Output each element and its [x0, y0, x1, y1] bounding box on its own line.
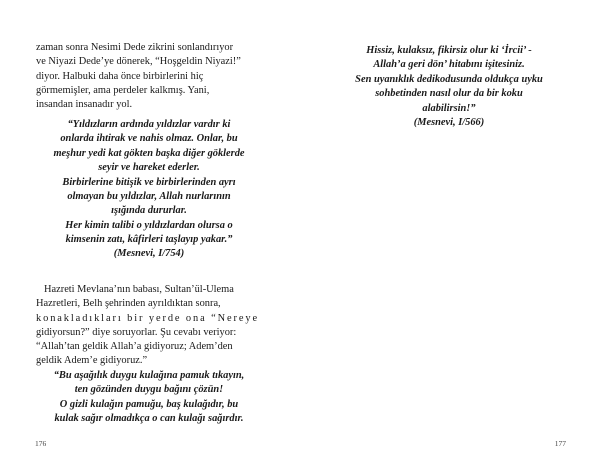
quote-line: Hissiz, kulaksız, fikirsiz olur ki ‘İrcii’ -	[366, 45, 532, 56]
quote-line: Allah’a geri dön’ hitabını işitesiniz.	[373, 59, 525, 71]
text-line: Hazretleri, Belh şehrinden ayrıldıktan sonra,	[36, 298, 221, 310]
quote-line: Sen uyanıklık dedikodusunda oldukça uyku	[355, 73, 543, 85]
quote-line: “Yıldızların ardında yıldızlar vardır ki	[67, 119, 231, 130]
quote-line: ışığında dururlar.	[111, 205, 187, 217]
text-line: geldik Adem’e gidiyoruz.”	[36, 355, 148, 367]
text-line: zaman sonra Nesimi Dede zikrini sonlandırıyor	[36, 42, 234, 53]
page-number: 177	[554, 439, 566, 448]
text-line: diyor. Halbuki daha önce birbirlerini hiç	[36, 70, 204, 82]
quote-line: alabilirsin!”	[422, 102, 476, 114]
text-line: “Allah’tan geldik Allah’a gidiyoruz; Adem’den	[36, 341, 233, 353]
paragraph-nesimi-dede	[36, 41, 262, 112]
quote-senseless	[318, 44, 580, 116]
text-line: konakladıkları bir yerde ona “Nereye	[36, 312, 260, 324]
quote-line: “Bu aşağılık duygu kulağına pamuk tıkayın,	[53, 370, 245, 381]
quote-line: meşhur yedi kat gökten başka diğer göklerde	[53, 147, 245, 159]
quote-stars	[30, 118, 268, 248]
quote-line: olmayan bu yıldızlar, Allah nurlarının	[67, 191, 231, 203]
paragraph-sultan-ul-ulema	[36, 283, 262, 369]
quote-line: Birbirlerine bitişik ve birbirlerinden ayrı	[62, 176, 236, 188]
quote-line: seyir ve hareket ederler.	[98, 162, 200, 174]
right-page	[300, 0, 600, 463]
text-line: Hazreti Mevlana’nın babası, Sultan’ül-Ulema	[44, 284, 234, 295]
quote-ears	[30, 369, 268, 427]
quote-line: onlarda ihtirak ve nahis olmaz. Onlar, bu	[60, 133, 238, 145]
citation-mesnevi-754: (Mesnevi, I/754)	[113, 248, 185, 259]
text-line: ve Niyazi Dede’ye dönerek, “Hoşgeldin Niyazi!”	[36, 56, 241, 68]
quote-line: ten gözünden duygu bağını çözün!	[74, 384, 224, 396]
page-number: 176	[35, 439, 47, 448]
quote-line: Her kimin talibi o yıldızlardan olursa o	[65, 219, 233, 231]
citation-mesnevi-566: (Mesnevi, I/566)	[413, 117, 485, 128]
quote-line: sohbetinden nasıl olur da bir koku	[375, 88, 523, 100]
text-line: gidiyorsun?” diye soruyorlar. Şu cevabı veriyor:	[36, 326, 237, 338]
text-line: görmemişler, ama perdeler kalkmış. Yani,	[36, 84, 210, 96]
text-line: insandan insanadır yol.	[36, 99, 133, 111]
quote-line: kimsenin zatı, kâfirleri taşlayıp yakar.”	[65, 234, 233, 246]
quote-line: O gizli kulağın pamuğu, baş kulağıdır, bu	[59, 398, 239, 410]
quote-line: kulak sağır olmadıkça o can kulağı sağırdır.	[54, 413, 244, 425]
